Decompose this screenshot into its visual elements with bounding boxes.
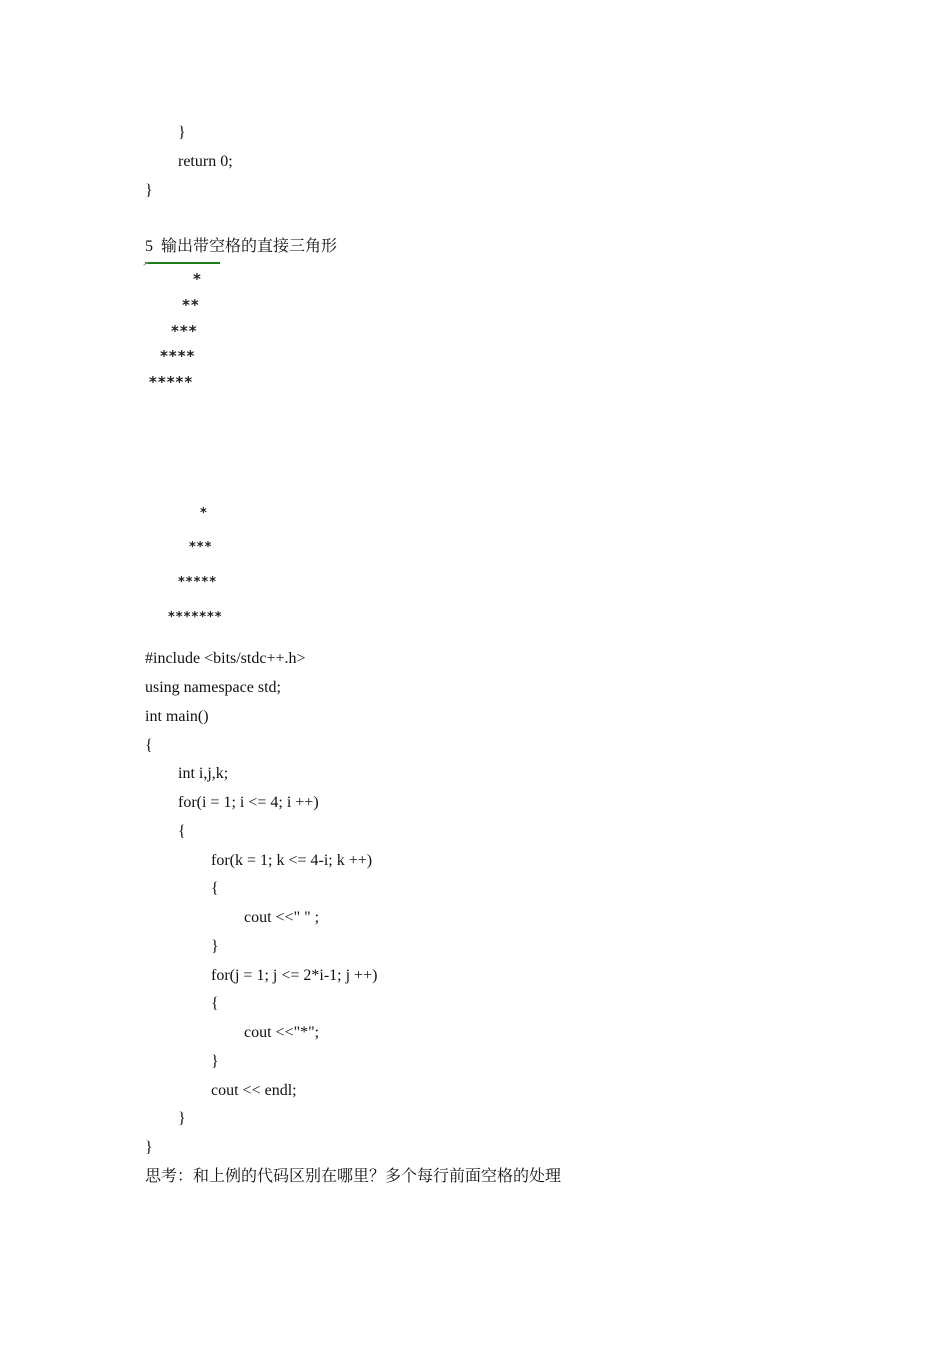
- section-heading: 5 输出带空格的直接三角形: [145, 238, 338, 255]
- code-close-brace: }: [145, 182, 153, 199]
- code-main-signature: int main(): [145, 708, 209, 725]
- code-close-brace: }: [178, 1110, 186, 1127]
- code-using: using namespace std;: [145, 679, 281, 696]
- code-close-brace: }: [211, 938, 219, 955]
- code-declaration: int i,j,k;: [178, 765, 229, 782]
- code-include: #include <bits/stdc++.h>: [145, 650, 306, 667]
- triangle-row: ***: [171, 322, 198, 340]
- triangle-row: *****: [178, 575, 217, 590]
- code-cout-star: cout <<"*";: [244, 1024, 320, 1041]
- triangle-row: **: [182, 296, 200, 314]
- code-close-brace: }: [145, 1139, 153, 1156]
- triangle-row: *: [193, 270, 202, 288]
- triangle-row: *******: [168, 610, 223, 625]
- triangle-row: *****: [149, 373, 194, 391]
- code-return-statement: return 0;: [178, 153, 233, 170]
- code-close-brace: }: [211, 1053, 219, 1070]
- triangle-row: ****: [160, 347, 196, 365]
- code-cout-endl: cout << endl;: [211, 1082, 297, 1099]
- code-close-brace: }: [178, 124, 186, 141]
- code-open-brace: {: [211, 880, 219, 897]
- code-for-k: for(k = 1; k <= 4-i; k ++): [211, 852, 373, 869]
- code-open-brace: {: [211, 995, 219, 1012]
- code-cout-space: cout <<" " ;: [244, 909, 320, 926]
- code-for-i: for(i = 1; i <= 4; i ++): [178, 794, 319, 811]
- code-for-j: for(j = 1; j <= 2*i-1; j ++): [211, 967, 378, 984]
- triangle-row: *: [200, 506, 208, 521]
- code-open-brace: {: [178, 823, 186, 840]
- thinking-question: 思考：和上例的代码区别在哪里？多个每行前面空格的处理: [145, 1168, 562, 1185]
- code-open-brace: {: [145, 737, 153, 754]
- heading-underline: [145, 262, 220, 264]
- triangle-row: ***: [189, 540, 213, 555]
